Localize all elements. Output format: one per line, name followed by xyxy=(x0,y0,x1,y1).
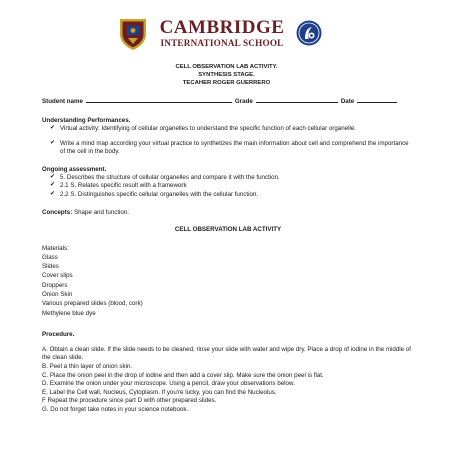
procedure-step: B. Peel a thin layer of onion skin. xyxy=(42,362,133,370)
grade-label: Grade xyxy=(234,98,253,105)
understanding-item-text: Virtual activity: Identifying of cellular organelles to understand the specific function of each cellular organelle. xyxy=(60,125,357,133)
checkmark-icon: ✔ xyxy=(50,182,56,189)
concepts-label: Concepts: xyxy=(42,208,73,216)
shield-crest-icon xyxy=(118,16,148,52)
procedure-step: C. Place the onion peel in the drop of iodine and then add a cover slip. Make sure the onion peel is flat. xyxy=(42,371,324,379)
ongoing-item xyxy=(50,182,414,190)
checkmark-icon: ✔ xyxy=(50,174,56,181)
title-line-3: TECAHER ROGER GUERRERO xyxy=(182,79,271,86)
round-emblem-icon xyxy=(296,20,322,46)
list-item: Onion Skin xyxy=(42,290,73,298)
ongoing-item xyxy=(50,174,414,182)
student-name-label: Student name xyxy=(42,98,83,105)
school-header xyxy=(0,14,453,56)
list-item: Glass xyxy=(42,253,58,261)
title-line-2: SYNTHESIS STAGE. xyxy=(198,71,255,78)
title-line-1: CELL OBSERVATION LAB ACTIVITY. xyxy=(175,64,278,70)
list-item: Cover slips xyxy=(42,272,73,280)
understanding-item xyxy=(50,125,414,133)
understanding-heading: Understanding Performances. xyxy=(42,117,131,125)
ongoing-item xyxy=(50,191,414,199)
procedure-step: D. Examine the onion under your microscope. Using a pencil, draw your observations below. xyxy=(42,380,295,388)
concepts-line xyxy=(42,209,414,217)
school-name-line2: INTERNATIONAL SCHOOL xyxy=(160,38,284,48)
understanding-item-text: Write a mind map according your virtual practice to synthetizes the main information about cell and comprehend the importance of the cell in the body. xyxy=(60,140,409,156)
activity-title: CELL OBSERVATION LAB ACTIVITY xyxy=(174,225,282,233)
ongoing-item-text: 2.2 S. Distinguishes specific cellular organelles with the cellular function. xyxy=(60,190,259,198)
worksheet-titles xyxy=(0,64,453,88)
procedure-steps xyxy=(42,346,414,414)
checkmark-icon: ✔ xyxy=(50,190,56,197)
materials-list xyxy=(42,253,414,318)
ongoing-item-text: 2.1 S. Relates specific result with a framework xyxy=(60,182,187,190)
checkmark-icon: ✔ xyxy=(50,140,56,147)
student-name-blank[interactable] xyxy=(86,96,232,103)
school-name xyxy=(152,18,292,48)
ongoing-item-text: 5. Describes the structure of cellular organelles and compare it with the function. xyxy=(60,174,280,182)
materials-heading: Materials: xyxy=(42,244,69,252)
checkmark-icon: ✔ xyxy=(50,125,56,132)
concepts-text: Shape and function. xyxy=(72,208,130,216)
procedure-heading: Procedure. xyxy=(42,330,75,338)
list-item: Droppers xyxy=(42,281,68,289)
procedure-step: F Repeat the procedure since part D with other prepared slides. xyxy=(42,397,217,405)
understanding-item xyxy=(50,140,414,156)
list-item: Various prepared slides (blood, cork) xyxy=(42,300,143,308)
list-item: Methylene blue dye xyxy=(42,309,96,317)
grade-blank[interactable] xyxy=(256,96,338,103)
school-name-line1: CAMBRIDGE xyxy=(159,17,285,38)
procedure-step: G. Do not forget take notes in your science notebook. xyxy=(42,405,189,413)
date-blank[interactable] xyxy=(357,96,397,103)
ongoing-heading: Ongoing assessment. xyxy=(42,166,107,174)
worksheet-content xyxy=(42,96,414,414)
student-info-row xyxy=(42,96,414,106)
procedure-step: E. Label the Cell wall, Nucleus, Cytoplasm. If you're lucky, you can find the Nucleolus. xyxy=(42,388,277,396)
procedure-step: A. Obtain a clean slide. If the slide needs to be cleaned, rinse your slide with water and wipe dry. Place a drop of iodine in the middle of the clean slide. xyxy=(42,345,411,362)
list-item: Slides xyxy=(42,263,59,271)
date-label: Date xyxy=(340,98,355,105)
